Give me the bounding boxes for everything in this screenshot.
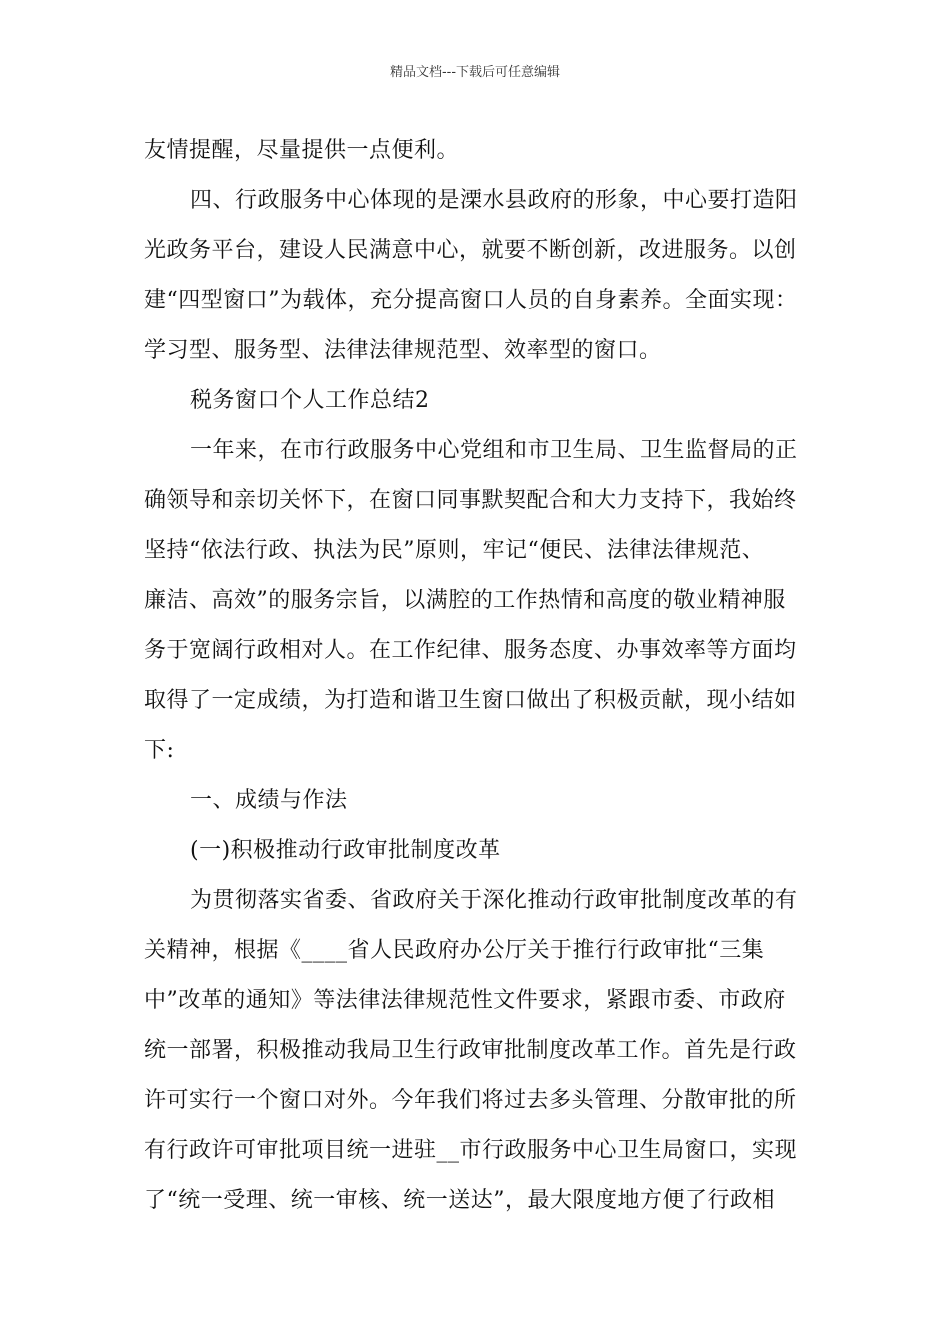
page-header: 精品文档---下载后可任意编辑: [389, 65, 561, 80]
text-line: 关精神，根据《____省人民政府办公厅关于推行行政审批“三集: [144, 938, 765, 963]
text-line: 一年来，在市行政服务中心党组和市卫生局、卫生监督局的正: [190, 438, 798, 463]
text-line: 取得了一定成绩，为打造和谐卫生窗口做出了积极贡献，现小结如: [144, 688, 797, 713]
section-heading: 税务窗口个人工作总结2: [190, 388, 430, 413]
text-line: 友情提醒，尽量提供一点便利。: [144, 138, 460, 163]
text-line: 中”改革的通知》等法律法律规范性文件要求，紧跟市委、市政府: [144, 988, 786, 1013]
text-line: 为贯彻落实省委、省政府关于深化推动行政审批制度改革的有: [190, 888, 798, 913]
text-line: 统一部署，积极推动我局卫生行政审批制度改革工作。首先是行政: [144, 1038, 797, 1063]
section-heading: 一、成绩与作法: [190, 788, 348, 813]
text-line: 学习型、服务型、法律法律规范型、效率型的窗口。: [144, 338, 662, 363]
text-line: 廉洁、高效”的服务宗旨，以满腔的工作热情和高度的敬业精神服: [144, 588, 786, 613]
text-line: 有行政许可审批项目统一进驻__市行政服务中心卫生局窗口，实现: [144, 1138, 798, 1163]
text-line: 许可实行一个窗口对外。今年我们将过去多头管理、分散审批的所: [144, 1088, 797, 1113]
text-line: 坚持“依法行政、执法为民”原则，牢记“便民、法律法律规范、: [144, 538, 765, 563]
text-line: 了“统一受理、统一审核、统一送达”，最大限度地方便了行政相: [144, 1188, 775, 1213]
text-line: 确领导和亲切关怀下，在窗口同事默契配合和大力支持下，我始终: [144, 488, 797, 513]
text-line: 建“四型窗口”为载体，充分提高窗口人员的自身素养。全面实现：: [144, 288, 798, 313]
text-line: 务于宽阔行政相对人。在工作纪律、服务态度、办事效率等方面均: [144, 638, 797, 663]
document-body: [144, 126, 824, 1226]
text-line: 下:: [144, 738, 175, 763]
text-line: 四、行政服务中心体现的是溧水县政府的形象，中心要打造阳: [190, 188, 798, 213]
subsection-heading: (一)积极推动行政审批制度改革: [190, 838, 501, 863]
text-line: 光政务平台，建设人民满意中心，就要不断创新，改进服务。以创: [144, 238, 797, 263]
